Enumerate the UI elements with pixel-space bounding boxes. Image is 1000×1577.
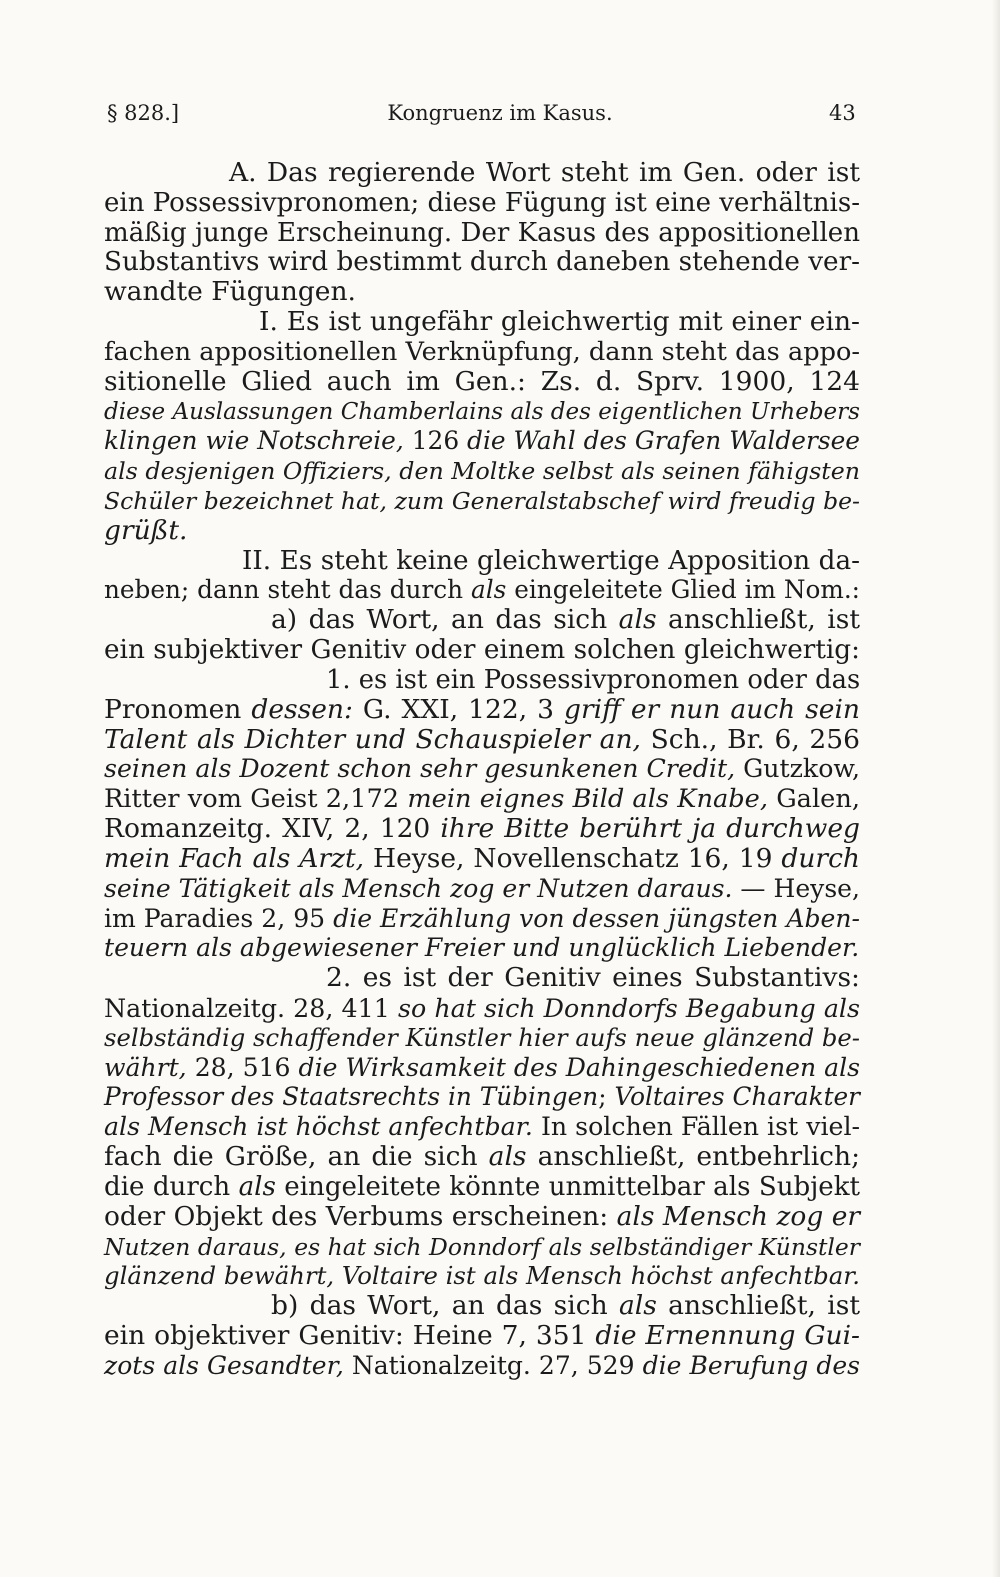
italic-segment: teuern als abgewiesener Freier und unglücklich Liebender. bbox=[104, 933, 860, 963]
text-segment: Nationalzeitg. 27, 529 bbox=[343, 1350, 643, 1380]
running-title: Kongruenz im Kasus. bbox=[387, 101, 613, 125]
italic-segment: diese Auslassungen Chamberlains als des eigentlichen Urhebers bbox=[104, 398, 860, 425]
italic-segment: selbständig schaffender Künstler hier aufs neue glänzend be- bbox=[104, 1022, 860, 1052]
italic-segment: mein eignes Bild als Knabe, bbox=[407, 784, 768, 815]
text-segment: a) das Wort, an das sich bbox=[271, 604, 619, 636]
text-segment: oder Objekt des Verbums erscheinen: bbox=[104, 1200, 617, 1232]
italic-segment: die Wahl des Grafen Waldersee bbox=[467, 426, 860, 456]
italic-segment: Voltaires Charakter bbox=[614, 1082, 860, 1112]
italic-segment: zots als Gesandter, bbox=[104, 1350, 344, 1380]
italic-segment: Talent als Dichter und Schauspieler an, bbox=[104, 723, 641, 755]
italic-segment: die Ernennung Gui- bbox=[595, 1319, 860, 1351]
text-segment: sitionelle Glied auch im Gen.: Zs. d. Sprv. 1900, 124 bbox=[104, 365, 860, 397]
italic-segment: als Mensch ist höchst anfechtbar. bbox=[104, 1112, 533, 1142]
italic-segment: als Mensch zog er bbox=[616, 1200, 860, 1232]
text-segment: ein Possessivpronomen; diese Fügung ist eine verhältnis- bbox=[104, 187, 860, 218]
scan-edge-shadow bbox=[992, 0, 1000, 1577]
italic-segment: klingen wie Notschreie, bbox=[104, 426, 404, 456]
text-segment: neben; dann steht das durch bbox=[104, 575, 471, 605]
italic-segment: als desjenigen Offiziers, den Moltke selbst als seinen fähigsten bbox=[104, 457, 860, 486]
text-segment: II. Es steht keine gleichwertige Apposition da- bbox=[242, 545, 860, 576]
italic-segment: als bbox=[618, 1290, 657, 1322]
text-segment: ; bbox=[598, 1082, 615, 1112]
italic-segment: durch bbox=[781, 842, 860, 874]
text-segment: In solchen Fällen ist viel- bbox=[532, 1112, 861, 1142]
italic-segment: als bbox=[618, 604, 657, 636]
text-segment: 2. es ist der Genitiv eines Substantivs: bbox=[326, 962, 860, 994]
text-segment: 28, 516 bbox=[186, 1052, 299, 1082]
italic-segment: die Wirksamkeit des Dahingeschiedenen als bbox=[298, 1052, 861, 1082]
italic-segment: mein Fach als Arzt, bbox=[104, 842, 365, 874]
text-segment: Nationalzeitg. 28, 411 bbox=[104, 992, 398, 1023]
text-line bbox=[104, 1348, 860, 1384]
italic-segment: als bbox=[488, 1141, 527, 1173]
italic-segment: ihre Bitte berührt ja durchweg bbox=[440, 813, 860, 845]
text-segment: anschließt, entbehrlich; bbox=[526, 1141, 861, 1173]
italic-segment: grüßt. bbox=[104, 514, 188, 546]
text-segment: eingeleitete könnte unmittelbar als Subjekt bbox=[275, 1171, 860, 1202]
text-segment: 126 bbox=[403, 426, 468, 456]
italic-segment: so hat sich Donndorfs Begabung als bbox=[397, 992, 861, 1023]
italic-segment: währt, bbox=[104, 1052, 187, 1082]
section-reference: § 828.] bbox=[107, 101, 180, 125]
text-segment: I. Es ist ungefähr gleichwertig mit einer ein- bbox=[259, 306, 860, 338]
text-segment: im Paradies 2, 95 bbox=[104, 903, 334, 933]
text-segment: eingeleitete Glied im Nom.: bbox=[506, 575, 860, 605]
italic-segment: Professor des Staatsrechts in Tübingen bbox=[104, 1082, 599, 1112]
italic-segment: die Berufung des bbox=[642, 1350, 861, 1380]
text-segment: fachen appositionellen Verknüpfung, dann steht das appo- bbox=[104, 336, 860, 367]
text-segment: mäßig junge Erscheinung. Der Kasus des appositionellen bbox=[104, 217, 860, 248]
text-segment: Romanzeitg. XIV, 2, 120 bbox=[104, 813, 441, 845]
text-segment: 1. es ist ein Possessivpronomen oder das bbox=[326, 664, 861, 695]
italic-segment: Schüler bezeichnet hat, zum Generalstabschef wird freudig be- bbox=[104, 487, 860, 516]
italic-segment: Nutzen daraus, es hat sich Donndorf als selbständiger Künstler bbox=[104, 1232, 860, 1261]
italic-segment: als bbox=[470, 575, 507, 605]
text-segment: wandte Fügungen. bbox=[104, 276, 356, 308]
italic-segment: seinen als Dozent schon sehr gesunkenen Credit, bbox=[104, 754, 736, 784]
text-segment: Pronomen bbox=[104, 693, 252, 725]
text-segment: ein objektiver Genitiv: Heine 7, 351 bbox=[104, 1319, 596, 1351]
text-segment: — Heyse, bbox=[732, 873, 860, 903]
text-segment: Heyse, Novellenschatz 16, 19 bbox=[364, 842, 782, 874]
text-segment: ein subjektiver Genitiv oder einem solchen gleichwertig: bbox=[104, 635, 860, 666]
text-segment: die durch bbox=[104, 1171, 239, 1202]
text-segment: Gutzkow, bbox=[735, 754, 861, 784]
page-number: 43 bbox=[829, 101, 856, 125]
italic-segment: glänzend bewährt, Voltaire ist als Mensch höchst anfechtbar. bbox=[104, 1261, 860, 1291]
text-segment: G. XXI, 122, 3 bbox=[352, 693, 564, 725]
text-segment: anschließt, ist bbox=[656, 604, 860, 636]
text-segment: fach die Größe, an die sich bbox=[104, 1141, 489, 1173]
text-segment: A. Das regierende Wort steht im Gen. oder ist bbox=[229, 157, 860, 188]
italic-segment: griff er nun auch sein bbox=[564, 693, 861, 725]
text-segment: b) das Wort, an das sich bbox=[271, 1290, 619, 1322]
text-segment: Galen, bbox=[767, 784, 860, 815]
italic-segment: als bbox=[238, 1171, 276, 1202]
italic-segment: seine Tätigkeit als Mensch zog er Nutzen daraus. bbox=[104, 873, 733, 903]
text-segment: Ritter vom Geist 2,172 bbox=[104, 784, 408, 815]
text-segment: Sch., Br. 6, 256 bbox=[640, 723, 861, 755]
italic-segment: die Erzählung von dessen jüngsten Aben- bbox=[333, 903, 860, 933]
text-segment: Substantivs wird bestimmt durch daneben stehende ver- bbox=[104, 247, 860, 278]
text-segment: anschließt, ist bbox=[656, 1290, 860, 1322]
italic-segment: dessen: bbox=[251, 693, 353, 725]
